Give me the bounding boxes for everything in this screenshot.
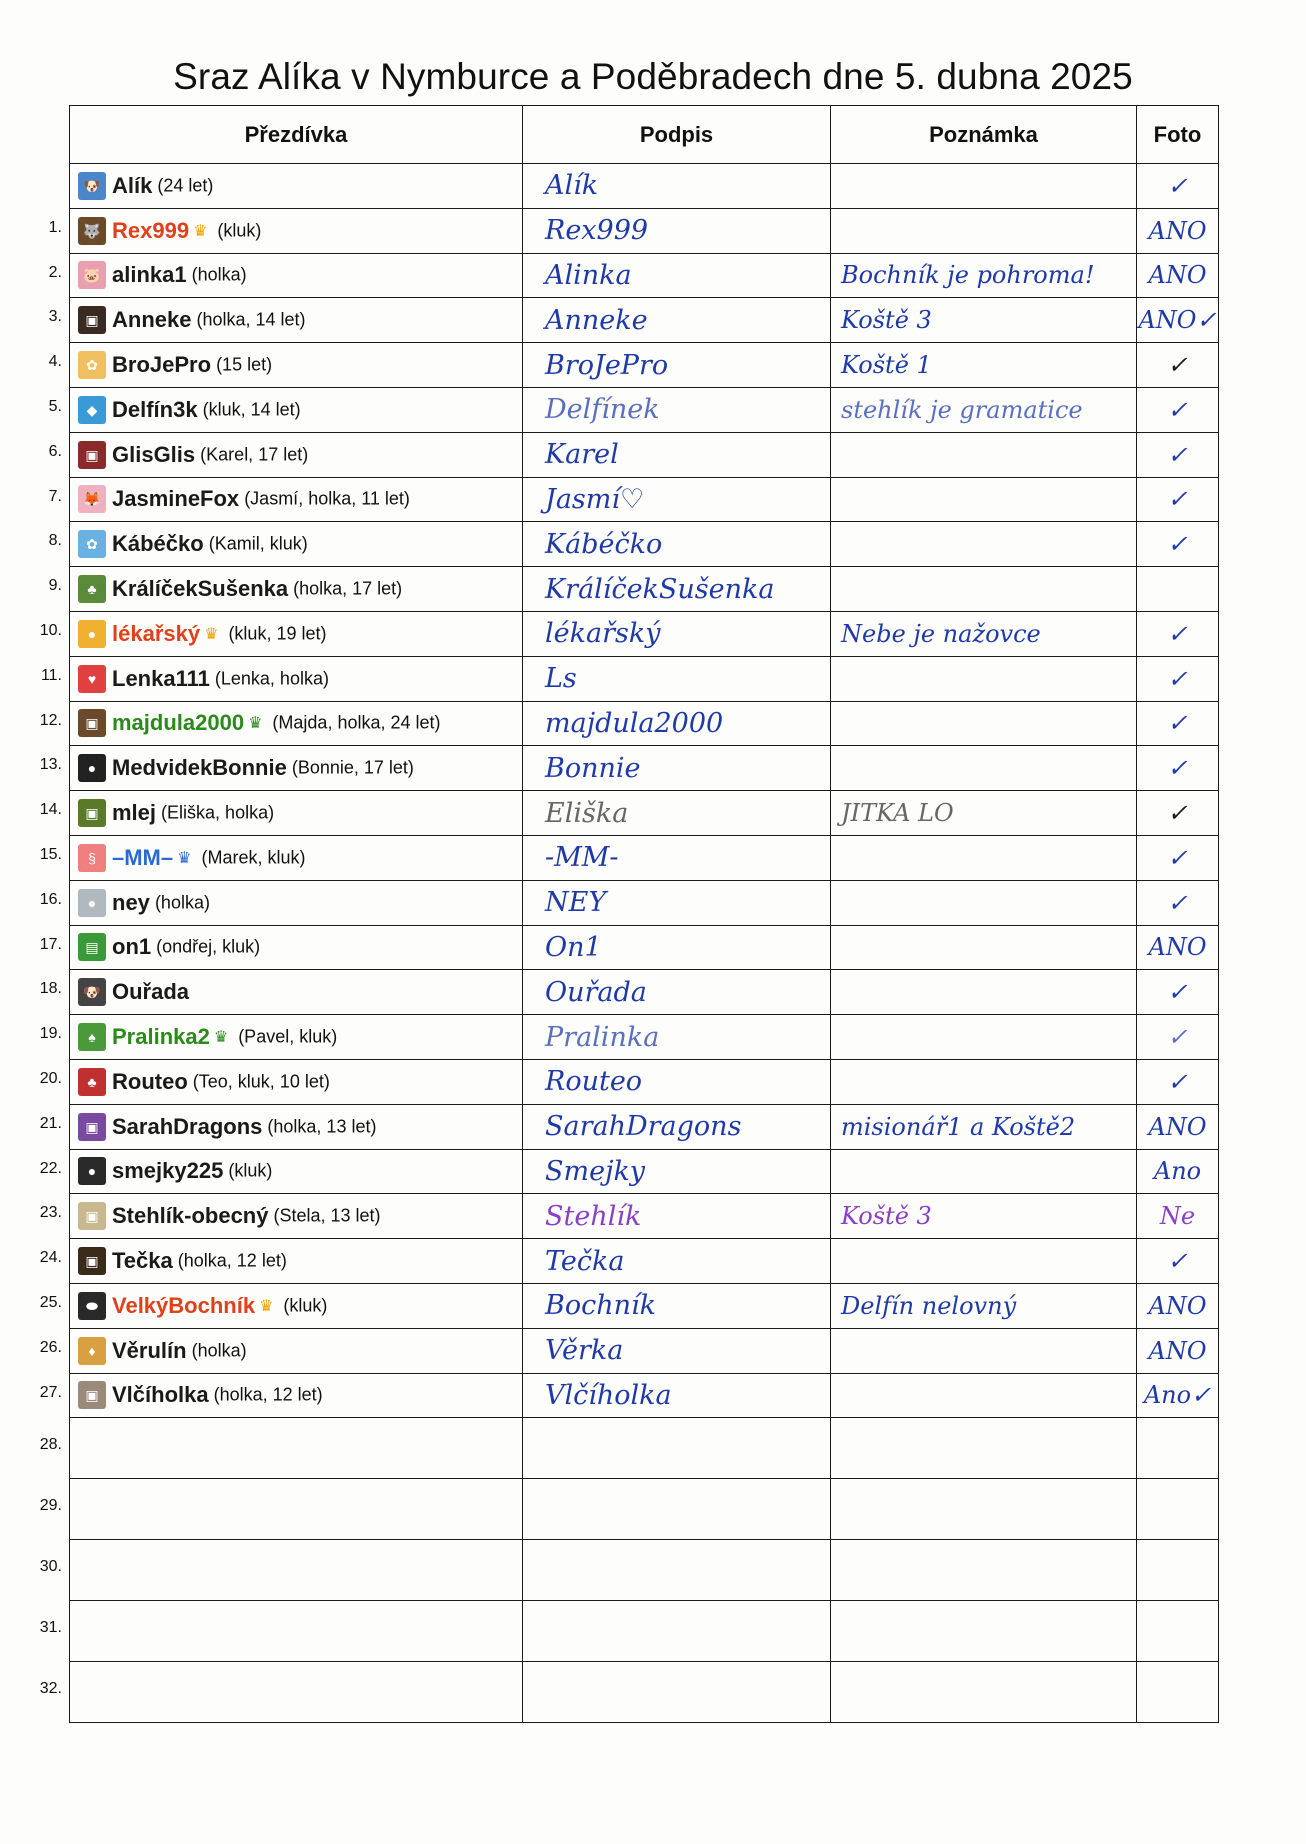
row-number: 10. <box>39 622 62 639</box>
note-cell <box>831 567 1137 612</box>
row-number: 13. <box>39 756 62 774</box>
photo-cell: ✓ <box>1137 701 1219 746</box>
nickname: GlisGlis <box>112 441 196 467</box>
rabbit-avatar-icon: ♣ <box>78 575 106 603</box>
row-number: 25. <box>39 1294 62 1311</box>
member-info: (holka, 12 let) <box>177 1250 287 1271</box>
nickname-cell <box>70 1283 523 1328</box>
member-info: (kluk, 19 let) <box>228 623 327 644</box>
pig-avatar-icon: 🐷 <box>78 261 106 289</box>
table-row <box>70 298 1219 343</box>
signature-cell: Alinka <box>523 253 831 298</box>
nickname: ney <box>112 889 150 915</box>
nickname: Lenka111 <box>112 665 210 691</box>
signature-cell: Smejky <box>523 1149 831 1194</box>
signature-cell: KrálíčekSušenka <box>523 567 831 612</box>
signature-cell <box>523 1479 831 1540</box>
table-row <box>70 477 1219 522</box>
note-cell <box>831 1059 1137 1104</box>
nickname-cell <box>70 567 523 612</box>
photo-cell: ANO <box>1137 208 1219 253</box>
table-row <box>70 1239 1219 1284</box>
row-number: 6. <box>48 442 62 460</box>
member-info: (Karel, 17 let) <box>200 444 309 465</box>
signature-cell: Ouřada <box>523 970 831 1015</box>
photo-cell: ✓ <box>1137 611 1219 656</box>
nickname-cell <box>70 835 523 880</box>
table-row <box>70 1373 1219 1418</box>
photo-cell: ANO✓ <box>1137 298 1219 343</box>
signature-cell: -MM- <box>523 835 831 880</box>
header-photo: Foto <box>1137 106 1219 164</box>
note-cell: stehlík je gramatice <box>831 387 1137 432</box>
table-row <box>70 746 1219 791</box>
signature-cell: On1 <box>523 925 831 970</box>
nickname: MedvidekBonnie <box>112 755 287 781</box>
table-row <box>70 208 1219 253</box>
table-row <box>70 791 1219 836</box>
note-cell <box>831 1418 1137 1479</box>
photo-cell: Ano✓ <box>1137 1373 1219 1418</box>
photo-cell: ✓ <box>1137 343 1219 388</box>
member-info: (Bonnie, 17 let) <box>291 757 414 778</box>
giraffe-avatar-icon: ♦ <box>78 1337 106 1365</box>
row-number: 19. <box>39 1025 62 1043</box>
table-row <box>70 701 1219 746</box>
member-info: (holka) <box>191 1340 247 1361</box>
member-info: (holka, 13 let) <box>267 1116 377 1137</box>
table-header-row <box>70 106 1219 164</box>
photo-cell <box>1137 567 1219 612</box>
table-row <box>70 1059 1219 1104</box>
nickname-cell <box>70 298 523 343</box>
table-row <box>70 164 1219 209</box>
nickname-cell <box>70 970 523 1015</box>
table-row <box>70 1479 1219 1540</box>
flower-avatar-icon: ✿ <box>78 530 106 558</box>
signature-cell: BroJePro <box>523 343 831 388</box>
photo-cell: ANO <box>1137 1283 1219 1328</box>
row-number: 2. <box>48 263 62 281</box>
nickname: mlej <box>112 800 157 826</box>
signature-cell: Vlčíholka <box>523 1373 831 1418</box>
nickname-cell <box>70 791 523 836</box>
member-info: (holka) <box>154 892 210 913</box>
bear-avatar-icon: ● <box>78 754 106 782</box>
table-row <box>70 1662 1219 1723</box>
row-number: 28. <box>39 1436 62 1454</box>
note-cell <box>831 746 1137 791</box>
note-cell <box>831 477 1137 522</box>
photo-cell: ANO <box>1137 1104 1219 1149</box>
photo-cell: ANO <box>1137 253 1219 298</box>
signature-cell: SarahDragons <box>523 1104 831 1149</box>
signature-cell: Ls <box>523 656 831 701</box>
row-number: 4. <box>48 353 62 371</box>
member-info: (kluk) <box>228 1160 273 1181</box>
table-row <box>70 1418 1219 1479</box>
note-cell <box>831 522 1137 567</box>
nickname-cell <box>70 522 523 567</box>
table-row <box>70 611 1219 656</box>
signature-cell <box>523 1540 831 1601</box>
table-row <box>70 522 1219 567</box>
nickname: smejky225 <box>112 1158 224 1184</box>
photo-cell: ✓ <box>1137 656 1219 701</box>
table-row <box>70 970 1219 1015</box>
nickname-cell <box>70 1059 523 1104</box>
table-row <box>70 1283 1219 1328</box>
nickname-cell <box>70 432 523 477</box>
signature-cell: Bonnie <box>523 746 831 791</box>
photo-cell: ✓ <box>1137 1015 1219 1060</box>
table-row <box>70 1015 1219 1060</box>
dolphin-avatar-icon: ◆ <box>78 396 106 424</box>
nickname: Delfín3k <box>112 396 198 422</box>
table-row <box>70 253 1219 298</box>
photo-cell: ✓ <box>1137 1239 1219 1284</box>
nickname: lékařský <box>112 620 201 646</box>
heart-avatar-icon: ♥ <box>78 665 106 693</box>
member-info: (Kamil, kluk) <box>208 533 308 554</box>
table-row <box>70 387 1219 432</box>
nickname: Rex999 <box>112 217 190 243</box>
nickname-cell <box>70 925 523 970</box>
nickname-cell <box>70 746 523 791</box>
dino-avatar-icon: ♠ <box>78 1023 106 1051</box>
note-cell: Bochník je pohroma! <box>831 253 1137 298</box>
photo-cell: ANO <box>1137 1328 1219 1373</box>
crown-icon: ♛ <box>248 715 263 733</box>
row-number: 23. <box>39 1204 62 1222</box>
nickname: Kábéčko <box>112 531 204 557</box>
nickname: BroJePro <box>112 352 212 378</box>
row-number: 17. <box>39 935 62 953</box>
note-cell: Delfín nelovný <box>831 1283 1137 1328</box>
photo-avatar-icon: ▣ <box>78 1113 106 1141</box>
row-number: 15. <box>39 846 62 863</box>
bread-avatar-icon: ⬬ <box>78 1292 106 1320</box>
photo-cell <box>1137 1601 1219 1662</box>
row-number: 30. <box>39 1558 62 1576</box>
table-row <box>70 1149 1219 1194</box>
dog-avatar-icon: 🐶 <box>78 978 106 1006</box>
nickname-cell <box>70 1328 523 1373</box>
signature-cell: Stehlík <box>523 1194 831 1239</box>
photo-cell: ✓ <box>1137 432 1219 477</box>
photo-cell <box>1137 1540 1219 1601</box>
table-row <box>70 1540 1219 1601</box>
book-avatar-icon: ▤ <box>78 933 106 961</box>
crown-icon: ♛ <box>177 849 192 867</box>
row-number: 16. <box>39 890 62 908</box>
table-row <box>70 835 1219 880</box>
nickname-cell <box>70 1479 523 1540</box>
photo-cell: ✓ <box>1137 791 1219 836</box>
member-info: (holka, 12 let) <box>213 1384 323 1405</box>
photo-cell: ✓ <box>1137 835 1219 880</box>
table-row <box>70 1328 1219 1373</box>
note-cell <box>831 1149 1137 1194</box>
photo-cell <box>1137 1479 1219 1540</box>
note-cell <box>831 208 1137 253</box>
member-info: (Pavel, kluk) <box>238 1026 338 1047</box>
signature-cell <box>523 1662 831 1723</box>
photo-cell <box>1137 1418 1219 1479</box>
nickname: JasmineFox <box>112 486 240 512</box>
signature-cell: majdula2000 <box>523 701 831 746</box>
nickname-cell <box>70 1373 523 1418</box>
member-info: (kluk) <box>217 220 262 241</box>
note-cell <box>831 1239 1137 1284</box>
note-cell <box>831 880 1137 925</box>
row-number: 12. <box>39 711 62 729</box>
signature-cell: Kábéčko <box>523 522 831 567</box>
crown-icon: ♛ <box>259 1297 274 1315</box>
note-cell: JITKA LO <box>831 791 1137 836</box>
photo-cell: ✓ <box>1137 970 1219 1015</box>
note-cell <box>831 1662 1137 1723</box>
signature-cell: Anneke <box>523 298 831 343</box>
row-number: 32. <box>39 1680 62 1698</box>
nickname: Routeo <box>112 1068 188 1094</box>
nickname: –MM– <box>112 844 174 870</box>
photo-cell <box>1137 1662 1219 1723</box>
nickname-cell <box>70 343 523 388</box>
nickname-cell <box>70 1194 523 1239</box>
photo-cell: ✓ <box>1137 164 1219 209</box>
nickname-cell <box>70 1601 523 1662</box>
table-row <box>70 343 1219 388</box>
table-row <box>70 1194 1219 1239</box>
photo-avatar-icon: ▣ <box>78 799 106 827</box>
signature-cell: Jasmí♡ <box>523 477 831 522</box>
nickname: SarahDragons <box>112 1113 263 1139</box>
note-cell: Koště 1 <box>831 343 1137 388</box>
note-cell: misionář1 a Koště2 <box>831 1104 1137 1149</box>
crown-icon: ♛ <box>193 222 208 240</box>
table-row <box>70 1104 1219 1149</box>
photo-cell: ✓ <box>1137 522 1219 567</box>
table-body <box>70 164 1219 1723</box>
signature-cell: Bochník <box>523 1283 831 1328</box>
signature-cell: Karel <box>523 432 831 477</box>
row-number: 14. <box>39 801 62 819</box>
member-info: (holka) <box>191 264 247 285</box>
note-cell: Koště 3 <box>831 298 1137 343</box>
note-cell <box>831 1373 1137 1418</box>
worm-avatar-icon: § <box>78 844 106 872</box>
row-number: 27. <box>39 1383 62 1401</box>
nickname-cell <box>70 656 523 701</box>
row-number: 18. <box>39 980 62 998</box>
nickname-cell <box>70 387 523 432</box>
note-cell <box>831 925 1137 970</box>
row-number: 22. <box>39 1159 62 1177</box>
nickname: Tečka <box>112 1248 173 1274</box>
nickname-cell <box>70 1662 523 1723</box>
signature-cell: Věrka <box>523 1328 831 1373</box>
signature-cell <box>523 1418 831 1479</box>
member-info: (ondřej, kluk) <box>156 936 261 957</box>
signature-cell: Routeo <box>523 1059 831 1104</box>
note-cell <box>831 701 1137 746</box>
paw-avatar-icon: ✿ <box>78 351 106 379</box>
member-info: (Stela, 13 let) <box>273 1205 381 1226</box>
crown-icon: ♛ <box>213 1029 229 1047</box>
nickname-cell <box>70 701 523 746</box>
member-info: (kluk, 14 let) <box>202 399 301 420</box>
signature-cell: Delfínek <box>523 387 831 432</box>
nickname: on1 <box>112 934 152 960</box>
dog-avatar-icon: 🐶 <box>78 172 106 200</box>
member-info: (Teo, kluk, 10 let) <box>192 1071 330 1092</box>
member-info: (15 let) <box>216 354 273 375</box>
mushroom-avatar-icon: ♣ <box>78 1068 106 1096</box>
nickname-cell <box>70 1104 523 1149</box>
nickname: Stehlík-obecný <box>112 1203 269 1229</box>
photo-cell: ✓ <box>1137 880 1219 925</box>
photo-cell: ✓ <box>1137 746 1219 791</box>
note-cell <box>831 1328 1137 1373</box>
photo-avatar-icon: ▣ <box>78 1381 106 1409</box>
nickname: Ouřada <box>112 979 190 1005</box>
signature-cell: Rex999 <box>523 208 831 253</box>
table-row <box>70 880 1219 925</box>
note-cell <box>831 970 1137 1015</box>
header-signature: Podpis <box>523 106 831 164</box>
member-info: (24 let) <box>157 175 214 196</box>
nickname-cell <box>70 208 523 253</box>
photo-cell: ✓ <box>1137 477 1219 522</box>
row-number: 20. <box>39 1070 62 1087</box>
signature-cell: NEY <box>523 880 831 925</box>
member-info: (holka, 14 let) <box>196 309 306 330</box>
nickname: Věrulín <box>112 1337 187 1363</box>
nickname-cell <box>70 880 523 925</box>
note-cell <box>831 432 1137 477</box>
photo-avatar-icon: ▣ <box>78 1247 106 1275</box>
nickname: Alík <box>112 172 153 198</box>
nickname: VelkýBochník <box>112 1292 256 1318</box>
member-info: (Eliška, holka) <box>161 802 275 823</box>
signature-cell: Tečka <box>523 1239 831 1284</box>
page-title: Sraz Alíka v Nymburce a Poděbradech dne 5. dubna 2025 <box>173 56 1133 97</box>
nickname-cell <box>70 1540 523 1601</box>
member-info: (Jasmí, holka, 11 let) <box>244 488 410 509</box>
nickname-cell <box>70 611 523 656</box>
crown-icon: ♛ <box>204 625 219 643</box>
row-number: 3. <box>48 308 62 326</box>
table-row <box>70 925 1219 970</box>
row-number: 1. <box>48 218 62 236</box>
table-row <box>70 1601 1219 1662</box>
nickname-cell <box>70 1015 523 1060</box>
bear-avatar-icon: ● <box>78 1157 106 1185</box>
signature-cell: Alík <box>523 164 831 209</box>
note-cell: Nebe je nažovce <box>831 611 1137 656</box>
note-cell <box>831 656 1137 701</box>
nickname: Pralinka2 <box>112 1024 210 1050</box>
table-row <box>70 567 1219 612</box>
chick-avatar-icon: ● <box>78 620 106 648</box>
fox-avatar-icon: 🦊 <box>78 485 106 513</box>
note-cell <box>831 164 1137 209</box>
wolf-avatar-icon: 🐺 <box>78 217 106 245</box>
member-info: (Marek, kluk) <box>201 847 306 868</box>
photo-cell: ✓ <box>1137 387 1219 432</box>
nickname: Anneke <box>112 307 192 333</box>
row-number: 21. <box>39 1114 62 1132</box>
row-number: 5. <box>48 398 62 415</box>
note-cell <box>831 835 1137 880</box>
row-number: 9. <box>48 577 62 595</box>
nickname-cell <box>70 164 523 209</box>
photo-cell: ✓ <box>1137 1059 1219 1104</box>
row-number: 31. <box>39 1619 62 1637</box>
nickname: KrálíčekSušenka <box>112 576 289 602</box>
table-row <box>70 656 1219 701</box>
nickname-cell <box>70 1149 523 1194</box>
photo-cell: Ano <box>1137 1149 1219 1194</box>
photo-cell: Ne <box>1137 1194 1219 1239</box>
nickname-cell <box>70 1239 523 1284</box>
member-info: (holka, 17 let) <box>293 578 403 599</box>
member-info: (Lenka, holka) <box>214 668 329 689</box>
note-cell <box>831 1015 1137 1060</box>
signature-cell: lékařský <box>523 611 831 656</box>
nickname: alinka1 <box>112 262 187 288</box>
photo-avatar-icon: ▣ <box>78 709 106 737</box>
row-number: 26. <box>39 1338 62 1356</box>
signature-cell: Eliška <box>523 791 831 836</box>
note-cell <box>831 1540 1137 1601</box>
nickname: Vlčíholka <box>112 1382 209 1408</box>
photo-cell: ANO <box>1137 925 1219 970</box>
table-row <box>70 432 1219 477</box>
member-info: (kluk) <box>283 1295 328 1316</box>
signature-cell: Pralinka <box>523 1015 831 1060</box>
row-number: 11. <box>40 666 62 684</box>
nickname: majdula2000 <box>112 710 245 736</box>
signature-cell <box>523 1601 831 1662</box>
note-cell <box>831 1601 1137 1662</box>
row-number: 8. <box>48 532 62 550</box>
row-number: 7. <box>48 487 62 505</box>
attendance-table <box>69 105 1219 1723</box>
header-nickname: Přezdívka <box>70 106 523 164</box>
nickname-cell <box>70 1418 523 1479</box>
photo-avatar-icon: ▣ <box>78 441 106 469</box>
note-cell <box>831 1479 1137 1540</box>
photo-avatar-icon: ▣ <box>78 306 106 334</box>
note-cell: Koště 3 <box>831 1194 1137 1239</box>
cat-avatar-icon: ● <box>78 889 106 917</box>
member-info: (Majda, holka, 24 let) <box>272 712 441 733</box>
nickname-cell <box>70 253 523 298</box>
row-number: 29. <box>39 1497 62 1515</box>
header-note: Poznámka <box>831 106 1137 164</box>
photo-avatar-icon: ▣ <box>78 1202 106 1230</box>
nickname-cell <box>70 477 523 522</box>
row-number: 24. <box>39 1249 62 1267</box>
